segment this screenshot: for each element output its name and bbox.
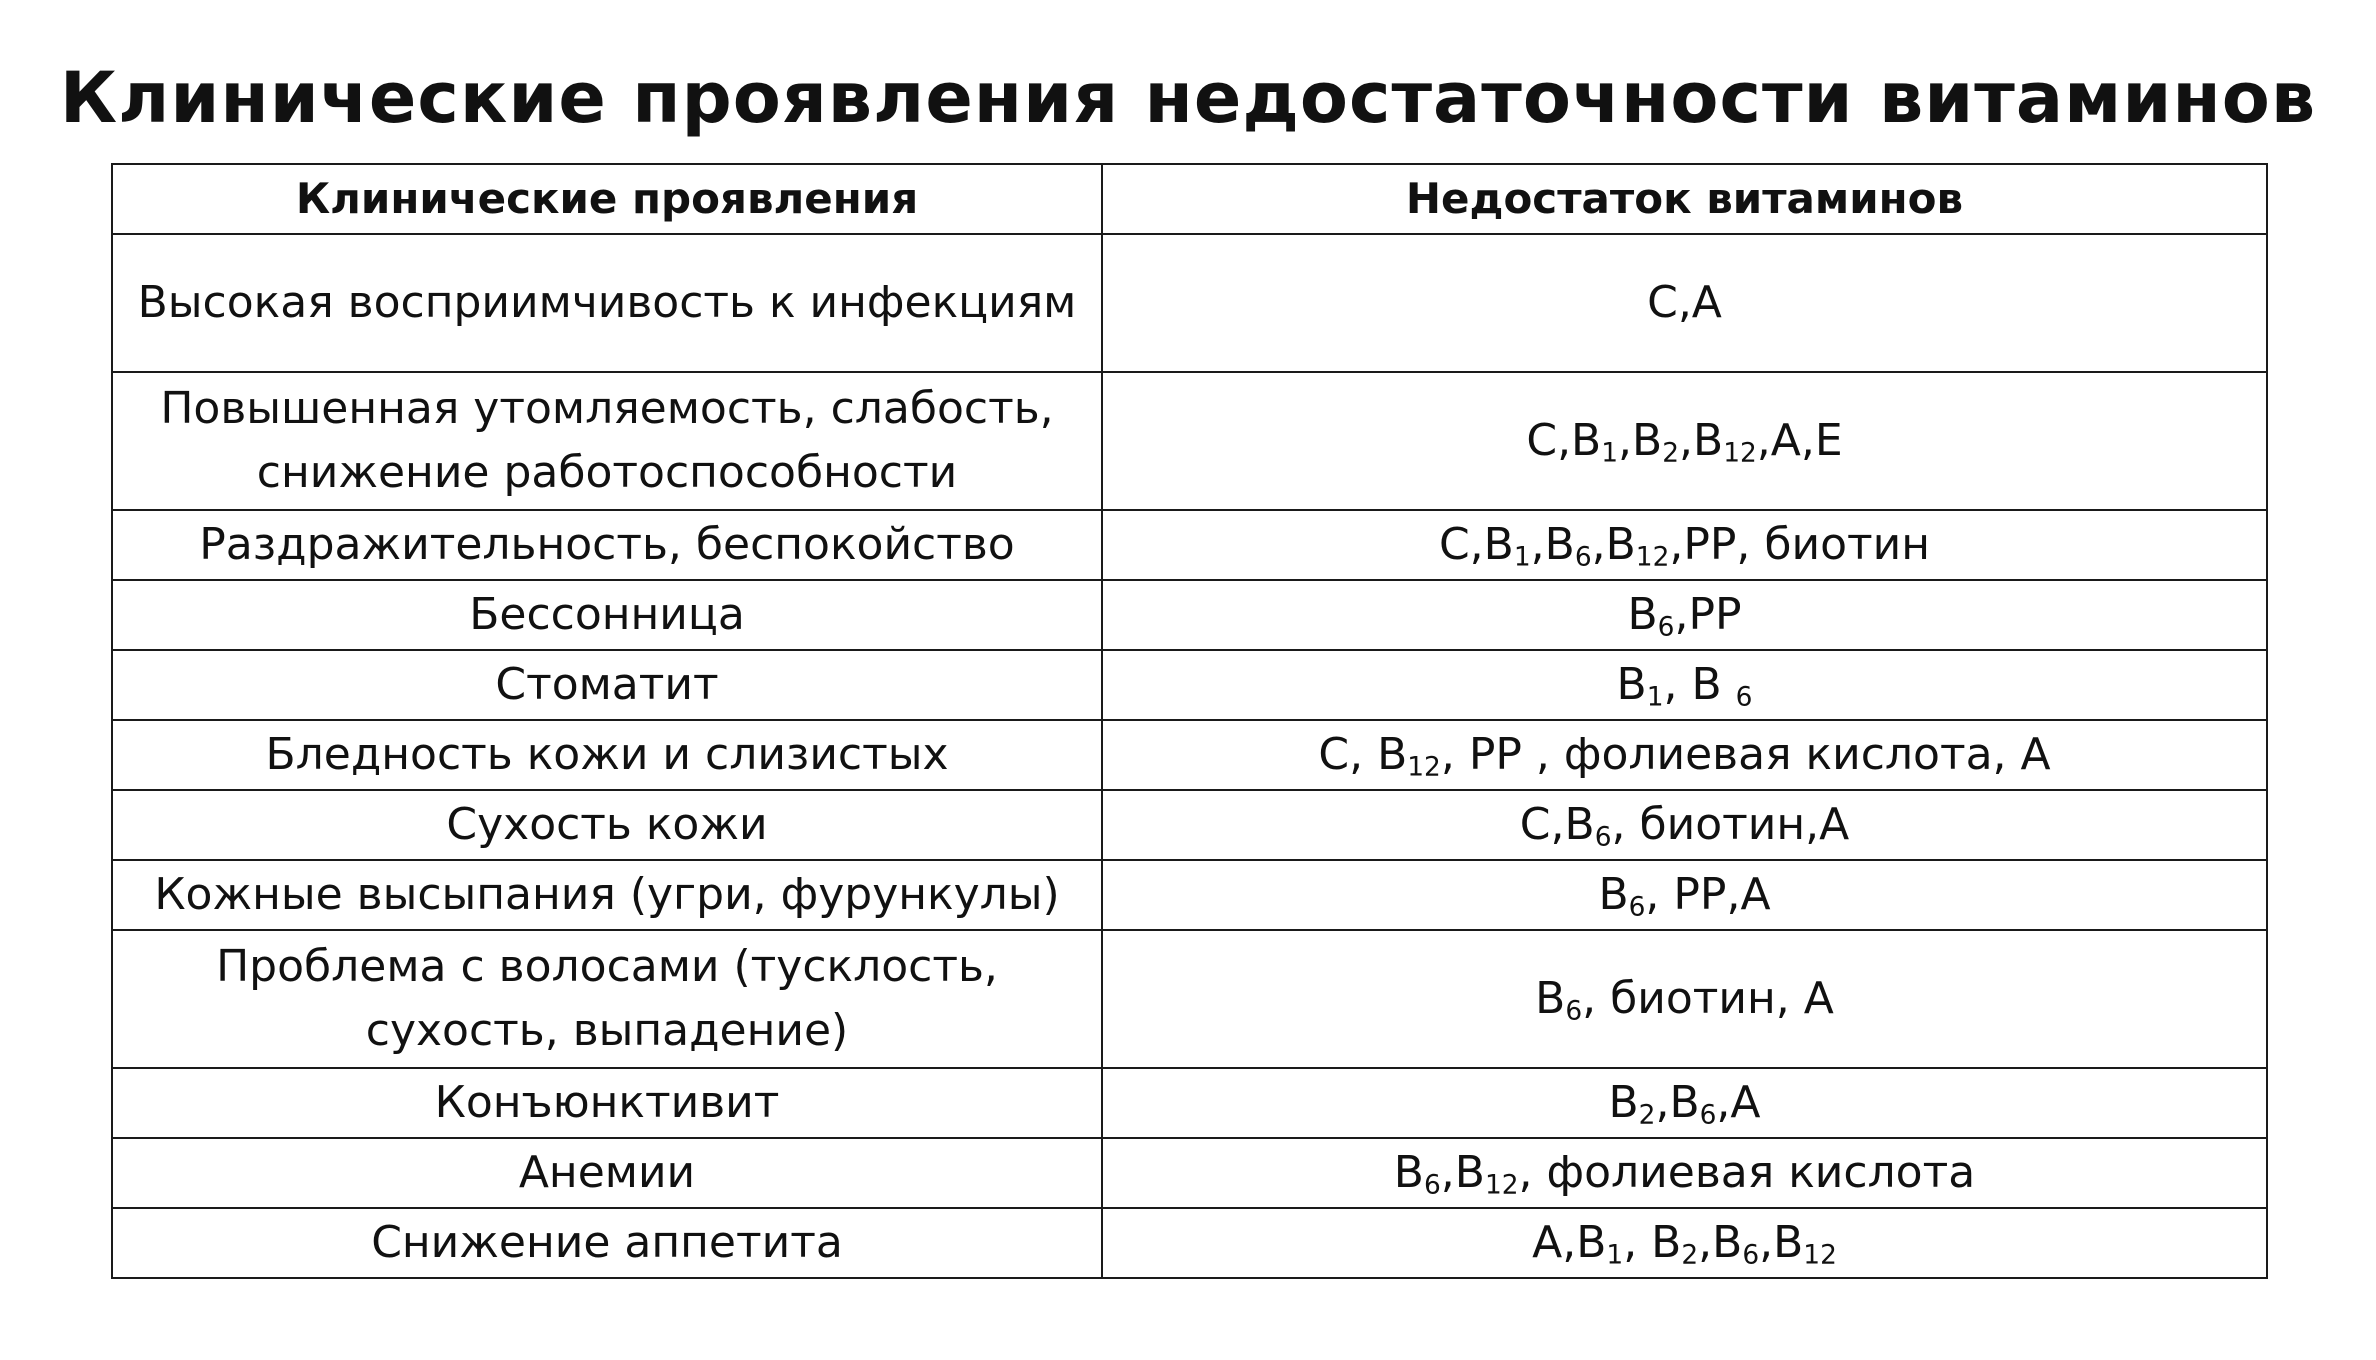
- table-row: [112, 234, 2267, 372]
- table-row: [112, 510, 2267, 580]
- vitamins-cell: $C,B_1,B_2,B_{12},A,E$: [1102, 372, 2267, 510]
- vitamins-cell: $B_6,B_{12}$, фолиевая кислота: [1102, 1138, 2267, 1208]
- table-row: [112, 1138, 2267, 1208]
- symptom-cell: Анемии: [112, 1138, 1102, 1208]
- table-row: [112, 860, 2267, 930]
- symptom-cell: Сухость кожи: [112, 790, 1102, 860]
- symptom-cell: Кожные высыпания (угри, фурункулы): [112, 860, 1102, 930]
- symptom-cell: Бессонница: [112, 580, 1102, 650]
- table-row: [112, 1208, 2267, 1278]
- vitamins-cell: $B_6$, PP,A: [1102, 860, 2267, 930]
- symptom-cell: Стоматит: [112, 650, 1102, 720]
- vitamins-cell: C,A: [1102, 234, 2267, 372]
- vitamins-cell: $B_1$, B $_6$: [1102, 650, 2267, 720]
- header-symptoms: Клинические проявления: [112, 164, 1102, 234]
- table-row: [112, 372, 2267, 510]
- table-row: [112, 790, 2267, 860]
- vitamins-cell: $C,B_6$, биотин,A: [1102, 790, 2267, 860]
- symptom-cell: Раздражительность, беспокойство: [112, 510, 1102, 580]
- symptom-cell: Повышенная утомляемость, слабость, снижение работоспособности: [112, 372, 1102, 510]
- table-row: [112, 720, 2267, 790]
- vitamins-cell: $B_2,B_6,A$: [1102, 1068, 2267, 1138]
- symptom-cell: Снижение аппетита: [112, 1208, 1102, 1278]
- vitamins-cell: C, $B_{12}$, PP , фолиевая кислота, A: [1102, 720, 2267, 790]
- vitamins-cell: $C,B_1,B_6,B_{12},PP$, биотин: [1102, 510, 2267, 580]
- table-row: [112, 930, 2267, 1068]
- symptom-cell: Проблема с волосами (тусклость, сухость, выпадение): [112, 930, 1102, 1068]
- table-row: [112, 580, 2267, 650]
- page-title: Клинические проявления недостаточности витаминов: [59, 57, 2317, 139]
- vitamins-cell: $B_6$, биотин, A: [1102, 930, 2267, 1068]
- symptom-cell: Бледность кожи и слизистых: [112, 720, 1102, 790]
- symptom-cell: Высокая восприимчивость к инфекциям: [112, 234, 1102, 372]
- vitamins-cell: $A,B_1$, $B_2,B_6,B_{12}$: [1102, 1208, 2267, 1278]
- vitamins-cell: $B_6,PP$: [1102, 580, 2267, 650]
- header-vitamins: Недостаток витаминов: [1102, 164, 2267, 234]
- symptom-cell: Конъюнктивит: [112, 1068, 1102, 1138]
- table-row: [112, 650, 2267, 720]
- table-header-row: [112, 164, 2267, 234]
- vitamin-deficiency-table: [111, 163, 2268, 1279]
- table-row: [112, 1068, 2267, 1138]
